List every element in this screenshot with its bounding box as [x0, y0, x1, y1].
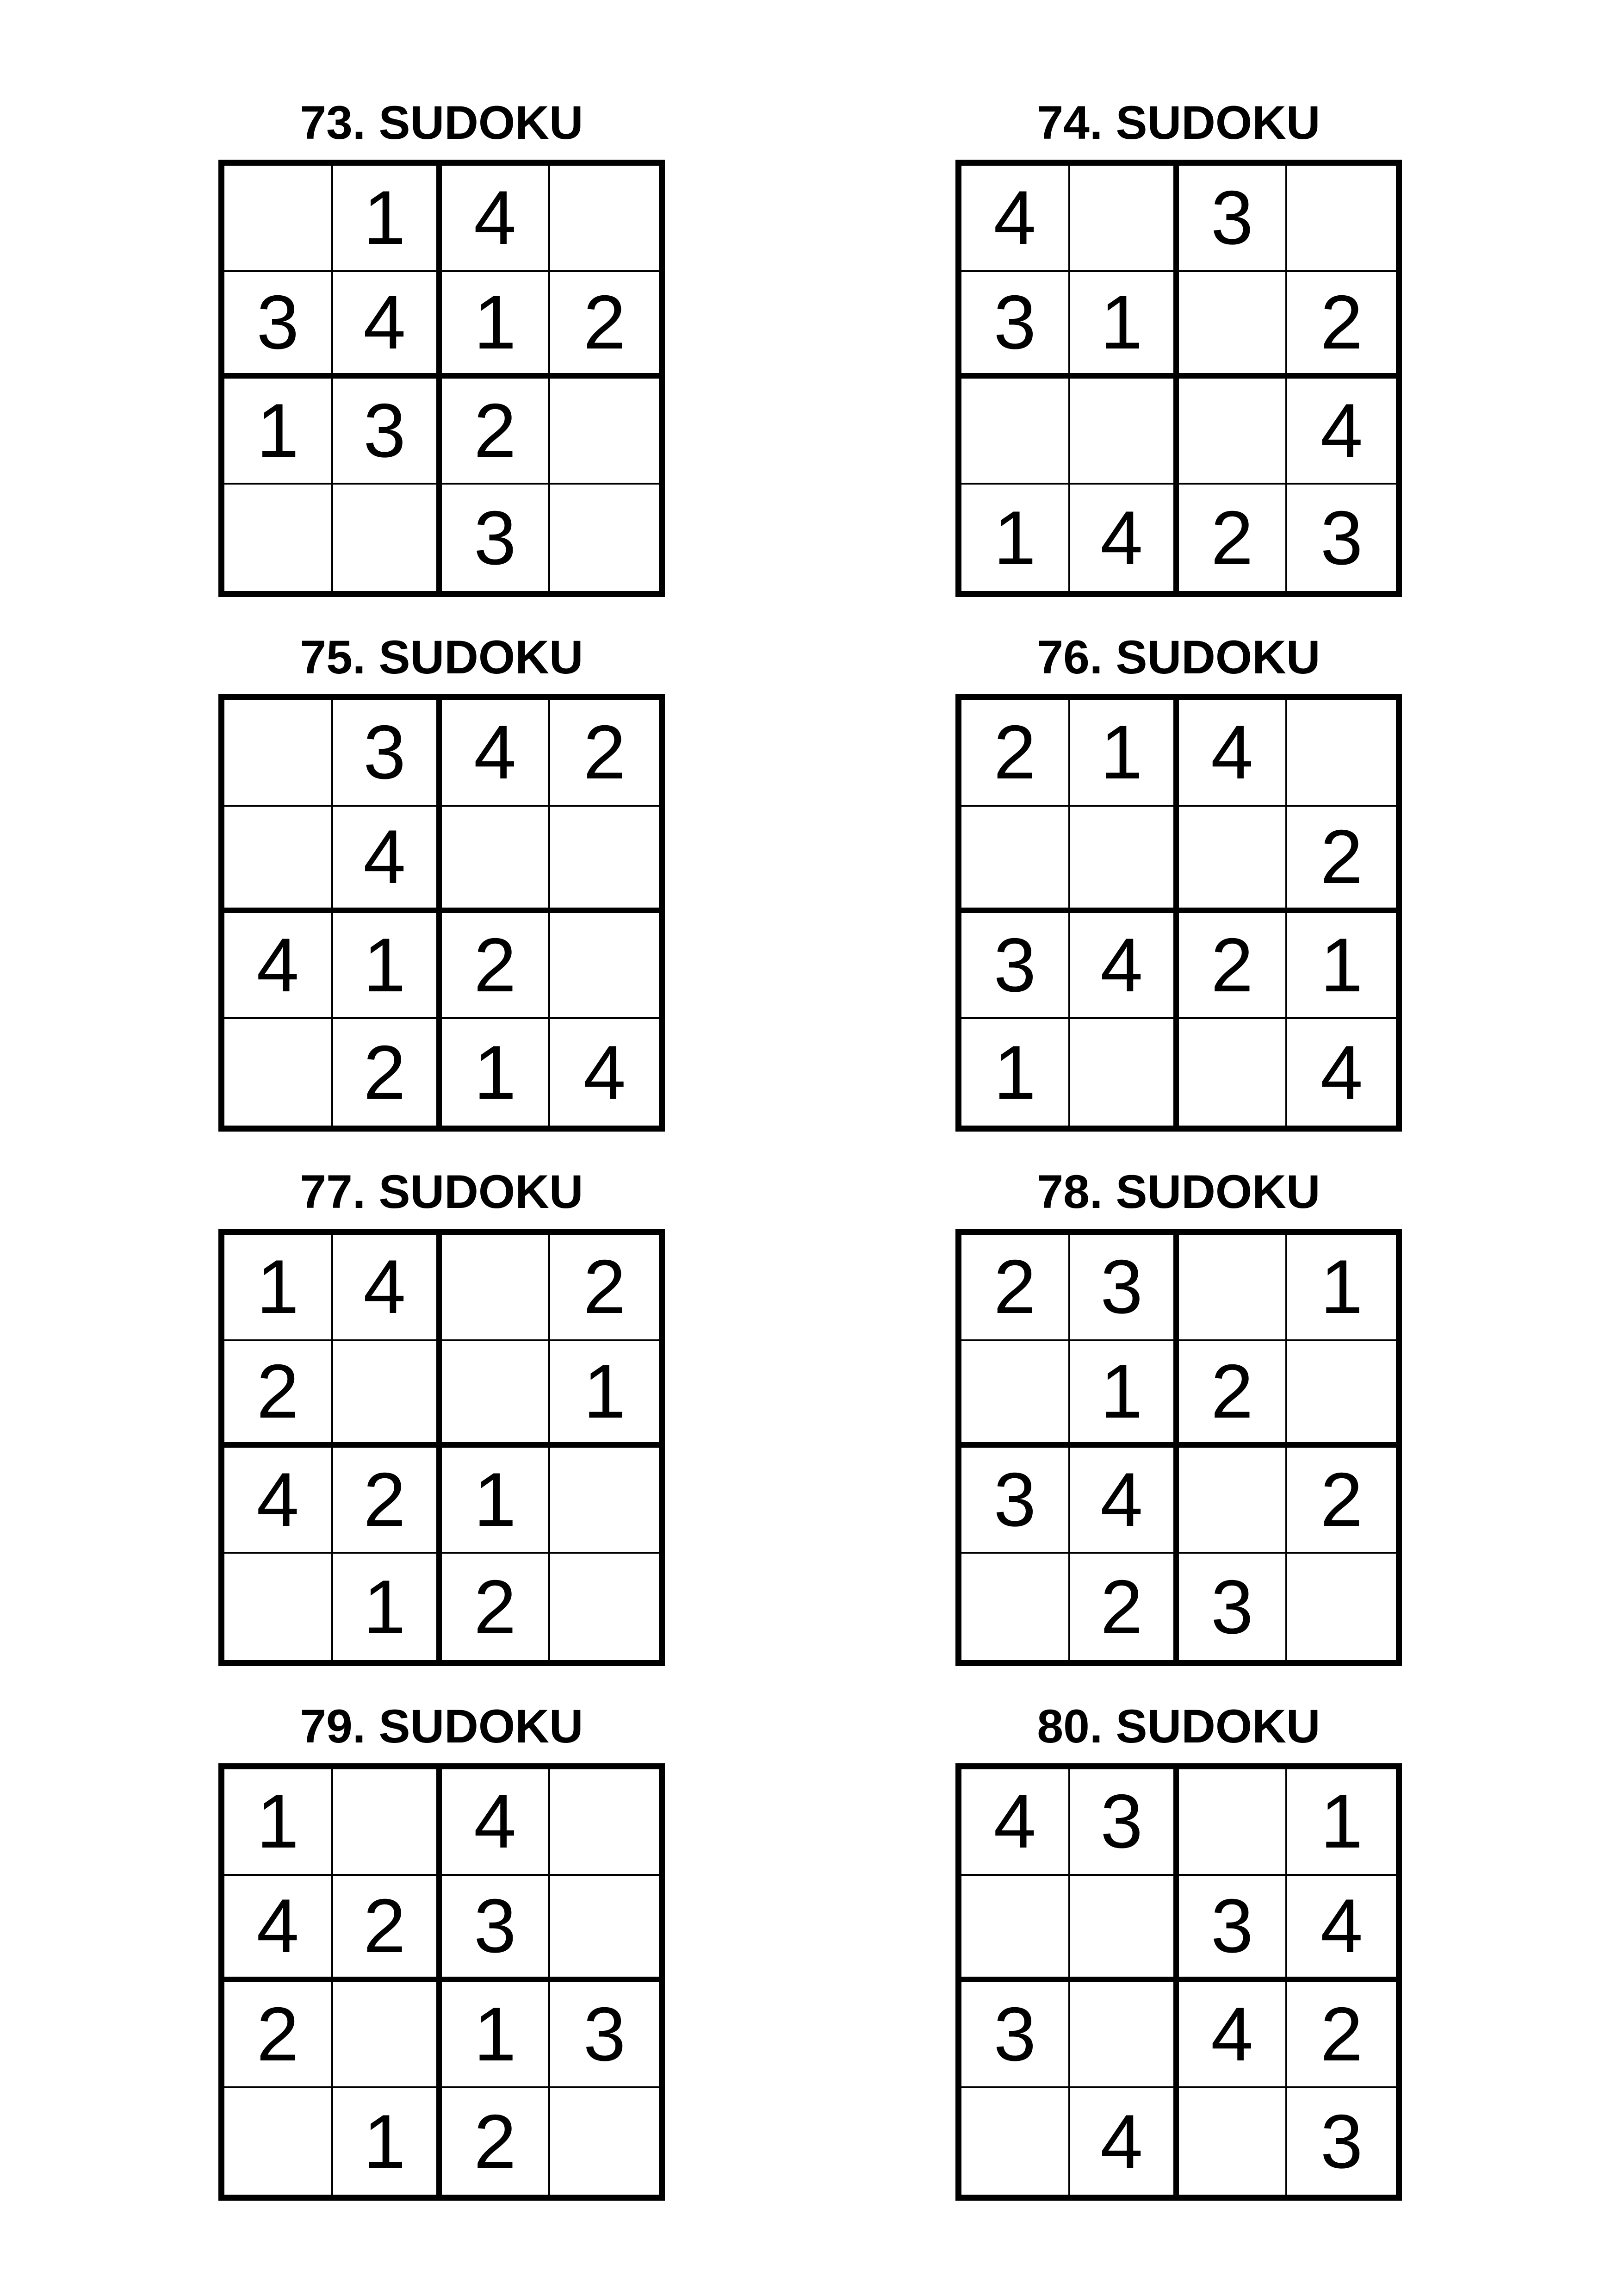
grid-cell [1287, 166, 1396, 272]
grid-cell: 2 [333, 1019, 442, 1126]
grid-cell [1287, 1341, 1396, 1448]
grid-cell: 3 [1179, 166, 1288, 272]
grid-cell [333, 485, 442, 591]
grid-cell [1287, 1554, 1396, 1660]
grid-cell: 1 [1070, 272, 1179, 379]
grid-cell: 1 [961, 485, 1070, 591]
grid-cell [333, 1341, 442, 1448]
grid-cell [961, 379, 1070, 485]
grid-cell [1070, 166, 1179, 272]
grid-cell [1179, 2088, 1288, 2195]
grid-cell [224, 1019, 333, 1126]
grid-cell: 4 [1179, 700, 1288, 807]
grid-cell [1070, 1876, 1179, 1982]
grid-cell: 4 [442, 700, 551, 807]
grid-cell: 2 [961, 700, 1070, 807]
grid-cell [550, 485, 659, 591]
grid-cell [1179, 1235, 1288, 1341]
puzzle-title: 80. SUDOKU [1037, 1700, 1320, 1753]
grid-cell: 4 [224, 1876, 333, 1982]
sudoku-grid [955, 694, 1402, 1132]
sudoku-grid [218, 1229, 665, 1666]
grid-cell: 4 [333, 272, 442, 379]
grid-cell: 1 [224, 1235, 333, 1341]
sudoku-grid [955, 160, 1402, 597]
grid-cell [224, 1554, 333, 1660]
grid-cell: 4 [961, 166, 1070, 272]
grid-cell: 1 [442, 1982, 551, 2089]
grid-cell: 2 [1179, 485, 1288, 591]
grid-cell [224, 485, 333, 591]
grid-cell [550, 1769, 659, 1876]
grid-cell [1179, 379, 1288, 485]
puzzle-title: 78. SUDOKU [1037, 1165, 1320, 1218]
grid-cell [550, 1448, 659, 1554]
grid-cell: 4 [1179, 1982, 1288, 2089]
grid-cell: 4 [1287, 1876, 1396, 1982]
grid-cell: 2 [550, 272, 659, 379]
grid-cell: 3 [1320, 495, 1363, 580]
grid-cell: 4 [333, 807, 442, 913]
grid-cell: 2 [224, 1982, 333, 2089]
grid-cell: 2 [224, 1341, 333, 1448]
sudoku-grid [955, 1763, 1402, 2201]
grid-cell: 2 [442, 913, 551, 1020]
grid-cell: 3 [1320, 2098, 1363, 2184]
grid-cell: 2 [550, 700, 659, 807]
grid-cell: 3 [442, 1876, 551, 1982]
grid-cell [961, 2088, 1070, 2195]
grid-cell: 2 [1287, 1982, 1396, 2089]
grid-cell: 4 [1320, 1029, 1363, 1115]
grid-cell: 3 [961, 272, 1070, 379]
grid-cell: 2 [1287, 1448, 1396, 1554]
sudoku-grid [218, 160, 665, 597]
grid-cell: 1 [1070, 700, 1179, 807]
grid-cell: 4 [1287, 379, 1396, 485]
grid-cell: 3 [1070, 1769, 1179, 1876]
grid-cell [550, 166, 659, 272]
grid-cell: 4 [1070, 913, 1179, 1020]
grid-cell: 2 [442, 2088, 551, 2195]
grid-cell [442, 1235, 551, 1341]
grid-cell [550, 913, 659, 1020]
grid-cell [442, 807, 551, 913]
grid-cell: 1 [333, 166, 442, 272]
grid-cell: 2 [961, 1235, 1070, 1341]
grid-cell: 1 [550, 1341, 659, 1448]
grid-cell: 4 [224, 1448, 333, 1554]
grid-cell: 2 [442, 379, 551, 485]
grid-cell [550, 2088, 659, 2195]
grid-cell: 2 [1287, 807, 1396, 913]
grid-cell: 1 [224, 379, 333, 485]
grid-cell: 2 [1070, 1554, 1179, 1660]
grid-cell [1179, 1448, 1288, 1554]
grid-cell [224, 807, 333, 913]
grid-cell: 3 [961, 913, 1070, 1020]
grid-cell: 1 [333, 913, 442, 1020]
grid-cell: 2 [333, 1876, 442, 1982]
grid-cell: 1 [1070, 1341, 1179, 1448]
sudoku-grid [218, 694, 665, 1132]
grid-cell: 1 [333, 2088, 442, 2195]
grid-cell: 2 [1179, 1341, 1288, 1448]
grid-cell [550, 1876, 659, 1982]
grid-cell: 1 [1287, 913, 1396, 1020]
grid-cell: 4 [442, 166, 551, 272]
grid-cell [550, 1554, 659, 1660]
grid-cell [1179, 1019, 1288, 1126]
grid-cell [333, 1769, 442, 1876]
grid-cell [961, 1554, 1070, 1660]
grid-cell: 1 [442, 1019, 551, 1126]
grid-cell: 3 [961, 1448, 1070, 1554]
grid-cell [550, 807, 659, 913]
grid-cell [961, 1876, 1070, 1982]
grid-cell: 2 [1179, 913, 1288, 1020]
grid-cell: 4 [1070, 485, 1179, 591]
puzzle-title: 77. SUDOKU [300, 1165, 583, 1218]
grid-cell [1179, 1769, 1288, 1876]
grid-cell: 4 [333, 1235, 442, 1341]
grid-cell: 3 [333, 379, 442, 485]
puzzle-title: 79. SUDOKU [300, 1700, 583, 1753]
sudoku-grid [955, 1229, 1402, 1666]
grid-cell [1179, 272, 1288, 379]
grid-cell: 4 [583, 1029, 626, 1115]
puzzle-title: 73. SUDOKU [300, 96, 583, 149]
grid-cell: 4 [961, 1769, 1070, 1876]
grid-cell: 1 [224, 1769, 333, 1876]
grid-cell [1070, 807, 1179, 913]
grid-cell [1070, 1982, 1179, 2089]
grid-cell: 3 [1179, 1554, 1288, 1660]
grid-cell [1070, 1019, 1179, 1126]
grid-cell: 1 [442, 272, 551, 379]
sudoku-grid [218, 1763, 665, 2201]
grid-cell: 2 [333, 1448, 442, 1554]
grid-cell [961, 807, 1070, 913]
grid-cell: 2 [1287, 272, 1396, 379]
puzzle-title: 76. SUDOKU [1037, 631, 1320, 684]
grid-cell [1287, 700, 1396, 807]
grid-cell: 3 [1070, 1235, 1179, 1341]
grid-cell: 1 [1287, 1769, 1396, 1876]
grid-cell [550, 379, 659, 485]
grid-cell: 1 [1287, 1235, 1396, 1341]
grid-cell [961, 1341, 1070, 1448]
grid-cell: 4 [224, 913, 333, 1020]
grid-cell: 3 [442, 485, 551, 591]
grid-cell: 1 [333, 1554, 442, 1660]
puzzle-title: 74. SUDOKU [1037, 96, 1320, 149]
grid-cell: 2 [550, 1235, 659, 1341]
grid-cell: 4 [442, 1769, 551, 1876]
grid-cell: 1 [961, 1019, 1070, 1126]
grid-cell [1179, 807, 1288, 913]
grid-cell: 3 [1179, 1876, 1288, 1982]
grid-cell: 3 [550, 1982, 659, 2089]
grid-cell: 4 [1070, 1448, 1179, 1554]
grid-cell: 3 [961, 1982, 1070, 2089]
grid-cell: 2 [442, 1554, 551, 1660]
grid-cell [1070, 379, 1179, 485]
grid-cell: 3 [333, 700, 442, 807]
grid-cell: 4 [1070, 2088, 1179, 2195]
puzzle-title: 75. SUDOKU [300, 631, 583, 684]
grid-cell [224, 166, 333, 272]
grid-cell: 1 [442, 1448, 551, 1554]
grid-cell [442, 1341, 551, 1448]
grid-cell [333, 1982, 442, 2089]
grid-cell: 3 [224, 272, 333, 379]
grid-cell [224, 700, 333, 807]
grid-cell [224, 2088, 333, 2195]
